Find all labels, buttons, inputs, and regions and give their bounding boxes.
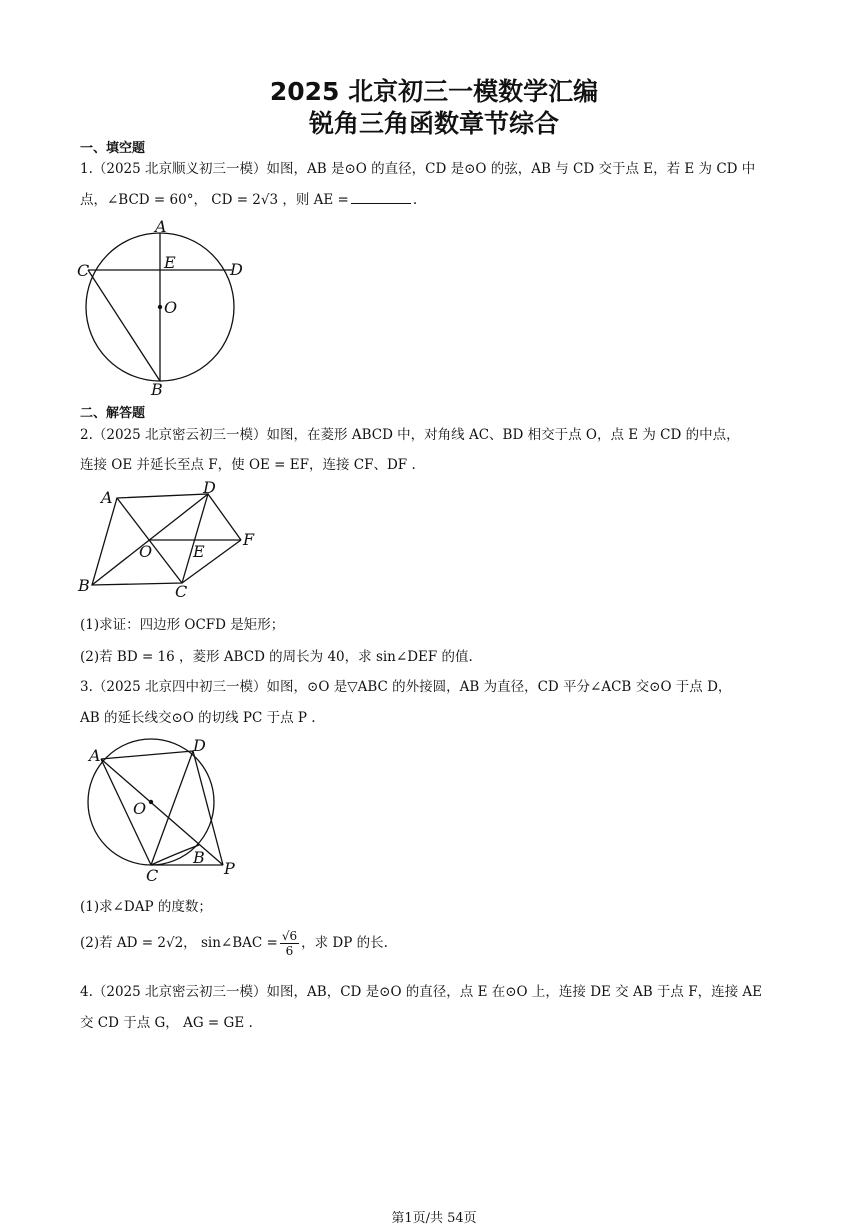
q3-label-p: P	[224, 859, 235, 878]
q3-fraction-denominator: 6	[285, 944, 294, 958]
q2-segment-cf	[182, 540, 241, 583]
section-heading-fill-in: 一、填空题	[80, 141, 146, 156]
answer-blank	[351, 191, 411, 204]
q4-line2: 交 CD 于点 G， AG = GE .	[80, 1015, 253, 1031]
page-footer: 第1页/共 54页	[391, 1211, 477, 1226]
q1-label-a: A	[155, 220, 167, 236]
q2-line2: 连接 OE 并延长至点 F，使 OE = EF，连接 CF、DF .	[80, 457, 416, 473]
q3-label-d: D	[193, 736, 206, 755]
q2-figure	[75, 478, 265, 603]
q2-label-d: D	[203, 478, 216, 497]
section-heading-solutions: 二、解答题	[80, 406, 146, 421]
q1-segment-cb	[88, 270, 160, 381]
q3-part2	[80, 929, 388, 958]
q3-segment-ad	[101, 751, 193, 759]
q1-label-d: D	[230, 260, 243, 279]
q2-label-f: F	[243, 530, 255, 549]
q1-line2-text: 点，∠BCD = 60°， CD = 2√3 ，则 AE =	[80, 192, 349, 208]
q3-line2: AB 的延长线交⊙O 的切线 PC 于点 P .	[80, 710, 316, 726]
q4-line1: 4.（2025 北京密云初三一模）如图，AB，CD 是⊙O 的直径，点 E 在⊙O 上，连接 DE 交 AB 于点 F，连接 AE	[80, 984, 762, 1000]
q1-label-b: B	[151, 380, 163, 399]
q1-label-e: E	[164, 253, 176, 272]
q2-label-o: O	[139, 542, 153, 561]
q3-segment-cb	[151, 845, 199, 865]
q1-line2-end: .	[412, 192, 418, 208]
q2-part2: (2)若 BD = 16 ，菱形 ABCD 的周长为 40，求 sin∠DEF 的值.	[80, 649, 473, 665]
q3-fraction	[280, 929, 299, 958]
q3-label-o: O	[133, 799, 147, 818]
q3-label-c: C	[146, 866, 159, 885]
q1-center-dot	[158, 305, 162, 309]
q3-part1: (1)求∠DAP 的度数；	[80, 899, 212, 915]
q1-line1: 1.（2025 北京顺义初三一模）如图，AB 是⊙O 的直径，CD 是⊙O 的弦，AB 与 CD 交于点 E，若 E 为 CD 中	[80, 161, 756, 177]
q1-label-c: C	[77, 261, 90, 280]
q3-line1: 3.（2025 北京四中初三一模）如图，⊙O 是▽ABC 的外接圆，AB 为直径，CD 平分∠ACB 交⊙O 于点 D，	[80, 679, 732, 695]
q2-label-a: A	[101, 488, 113, 507]
q3-label-b: B	[193, 848, 205, 867]
q3-figure	[75, 735, 250, 885]
document-title-line2: 锐角三角函数章节综合	[308, 109, 559, 138]
q3-fraction-numerator: √6	[281, 929, 298, 943]
q2-label-c: C	[175, 582, 188, 601]
q2-line1: 2.（2025 北京密云初三一模）如图，在菱形 ABCD 中，对角线 AC、BD 相交于点 O，点 E 为 CD 的中点，	[80, 427, 740, 443]
q3-label-a: A	[89, 746, 101, 765]
q3-part2-end: ，求 DP 的长.	[301, 935, 388, 951]
q3-part2-text: (2)若 AD = 2√2， sin∠BAC =	[80, 935, 278, 951]
q1-line2	[80, 188, 417, 208]
q2-label-e: E	[193, 542, 205, 561]
q2-segment-df	[208, 494, 241, 540]
document-title-line1: 2025 北京初三一模数学汇编	[269, 77, 599, 106]
q2-label-b: B	[78, 576, 90, 595]
q1-figure	[75, 220, 250, 400]
q3-center-dot	[149, 800, 153, 804]
q1-label-o: O	[164, 298, 178, 317]
q2-part1: (1)求证：四边形 OCFD 是矩形；	[80, 617, 285, 633]
